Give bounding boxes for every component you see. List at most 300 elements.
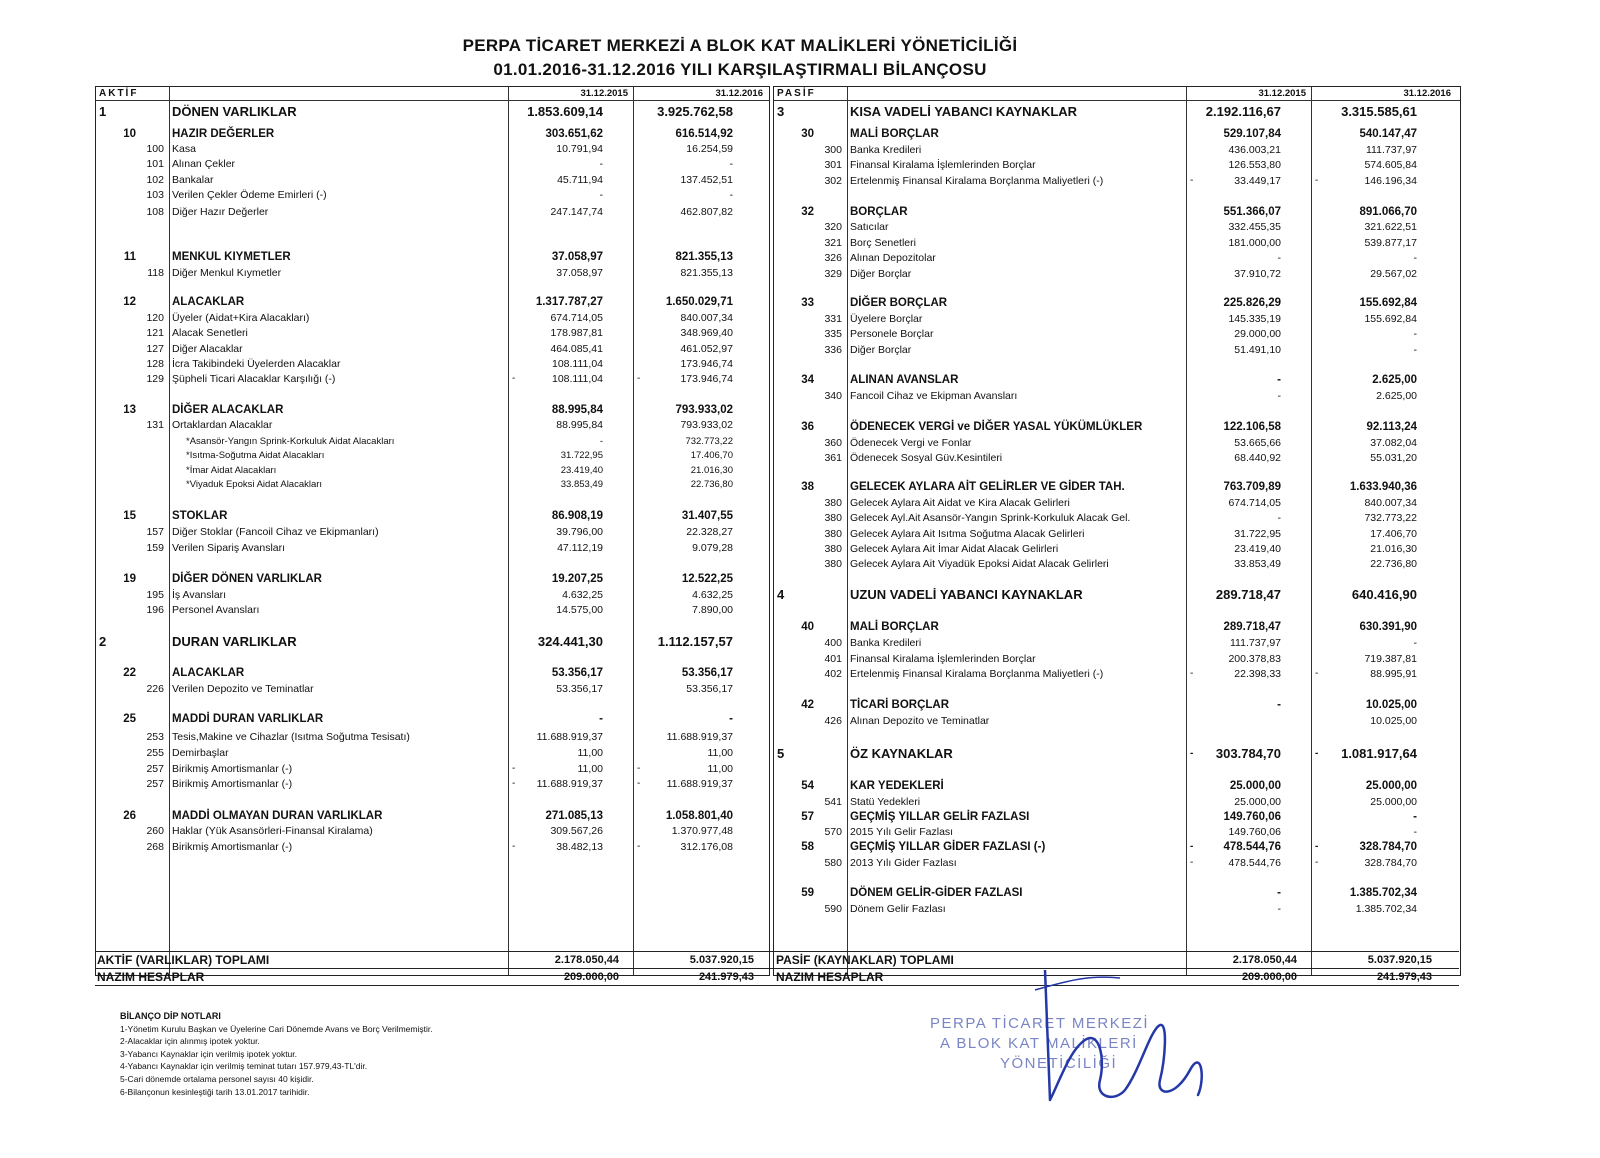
account-code: 131 (146, 419, 164, 431)
value-2016: 21.016,30 (1370, 543, 1417, 555)
account-name: ÖDENECEK VERGİ ve DİĞER YASAL YÜKÜMLÜKLER (850, 421, 1143, 433)
value-2016: 462.807,82 (680, 206, 733, 218)
account-code: 301 (824, 159, 842, 171)
value-2016: 137.452,51 (680, 174, 733, 186)
value-2016: 10.025,00 (1370, 715, 1417, 727)
account-code: 196 (146, 604, 164, 616)
account-code: 257 (146, 763, 164, 775)
account-code: 195 (146, 589, 164, 601)
footnote-item: 2-Alacaklar için alınmış ipotek yoktur. (120, 1036, 260, 1047)
account-code: 335 (824, 328, 842, 340)
value-2015: 1.853.609,14 (527, 104, 603, 119)
account-code: 380 (824, 512, 842, 524)
account-name: *Viyaduk Epoksi Aidat Alacakları (186, 479, 323, 490)
account-code: 4 (777, 587, 785, 602)
account-code: 30 (801, 128, 814, 140)
value-2016: - (1413, 344, 1417, 356)
account-name: Alacak Senetleri (172, 327, 248, 339)
value-2016: 53.356,17 (686, 683, 733, 695)
account-name: İcra Takibindeki Üyelerden Alacaklar (172, 358, 341, 370)
account-name: Üyelere Borçlar (850, 313, 923, 325)
account-name: Gelecek Aylara Ait Viyadük Epoksi Aidat Alacak Gelirleri (850, 558, 1109, 570)
account-name: Tesis,Makine ve Cihazlar (Isıtma Soğutma Tesisatı) (172, 731, 410, 743)
account-code: 128 (146, 358, 164, 370)
account-code: 340 (824, 390, 842, 402)
pasif-col-2016: 31.12.2016 (1403, 88, 1451, 99)
account-name: Diğer Hazır Değerler (172, 206, 269, 218)
value-2016: 1.633.940,36 (1349, 481, 1417, 493)
value-2016: 891.066,70 (1359, 206, 1417, 218)
account-name: Personel Avansları (172, 604, 260, 616)
account-code: 570 (824, 826, 842, 838)
account-name: Gelecek Ayl.Ait Asansör-Yangın Sprink-Korkuluk Alacak Gel. (850, 512, 1131, 524)
account-name: Fancoil Cihaz ve Ekipman Avansları (850, 390, 1018, 402)
account-code: 118 (147, 267, 164, 279)
value-2015: 200.378,83 (1228, 653, 1281, 665)
pasif-col-2015: 31.12.2015 (1258, 88, 1306, 99)
value-2015: 14.575,00 (556, 604, 603, 616)
account-code: 257 (146, 778, 164, 790)
value-2015: 149.760,06 (1228, 826, 1281, 838)
value-2015: 31.722,95 (1234, 528, 1281, 540)
account-code: 10 (123, 128, 136, 140)
account-name: Statü Yedekleri (850, 796, 921, 808)
account-name: Diğer Menkul Kıymetler (172, 267, 282, 279)
value-2016: 21.016,30 (690, 465, 733, 476)
account-name: MENKUL KIYMETLER (172, 251, 291, 263)
account-code: 401 (824, 653, 842, 665)
account-name: GELECEK AYLARA AİT GELİRLER VE GİDER TAH. (850, 481, 1125, 493)
value-2016: 37.082,04 (1370, 437, 1417, 449)
value-2015: 111.737,97 (1230, 637, 1281, 649)
account-name: STOKLAR (172, 510, 228, 522)
account-name: Birikmiş Amortismanlar (-) (172, 763, 293, 775)
negative-marker: - (1315, 857, 1319, 868)
negative-marker: - (1190, 175, 1194, 186)
account-name: DİĞER DÖNEN VARLIKLAR (172, 573, 322, 585)
value-2016: 793.933,02 (680, 419, 733, 431)
value-2016: - (729, 713, 733, 725)
value-2015: 763.709,89 (1223, 481, 1281, 493)
value-2016: 821.355,13 (680, 267, 733, 279)
value-2015: 225.826,29 (1223, 297, 1281, 309)
account-name: Birikmiş Amortismanlar (-) (172, 841, 293, 853)
value-2016: 328.784,70 (1359, 841, 1417, 853)
account-code: 32 (801, 206, 814, 218)
value-2016: 719.387,81 (1364, 653, 1417, 665)
value-2015: 33.853,49 (560, 479, 603, 490)
value-2015: 25.000,00 (1234, 796, 1281, 808)
negative-marker: - (637, 763, 641, 774)
footnote-item: 1-Yönetim Kurulu Başkan ve Üyelerine Cari Dönemde Avans ve Borç Verilmemiştir. (120, 1023, 433, 1034)
value-2015: 271.085,13 (545, 810, 603, 822)
account-code: 129 (146, 373, 164, 385)
value-2015: - (1277, 390, 1281, 402)
value-2016: 9.079,28 (692, 542, 733, 554)
account-name: Banka Kredileri (850, 144, 922, 156)
value-2015: 309.567,26 (550, 825, 603, 837)
negative-marker: - (1315, 841, 1319, 852)
value-2016: 732.773,22 (685, 436, 733, 447)
value-2016: - (1413, 252, 1417, 264)
account-name: UZUN VADELİ YABANCI KAYNAKLAR (850, 587, 1083, 602)
account-code: 3 (777, 104, 785, 119)
account-code: 255 (146, 747, 164, 759)
account-name: MALİ BORÇLAR (850, 128, 939, 140)
account-name: Finansal Kiralama İşlemlerinden Borçlar (850, 159, 1036, 171)
value-2015: 181.000,00 (1228, 237, 1281, 249)
value-2016: 630.391,90 (1359, 621, 1417, 633)
value-2016: 11.688.919,37 (666, 778, 733, 790)
value-2016: 2.625,00 (1376, 390, 1417, 402)
value-2016: 1.112.157,57 (657, 634, 733, 649)
value-2016: 7.890,00 (692, 604, 733, 616)
account-name: Ödenecek Vergi ve Fonlar (850, 437, 972, 449)
account-code: 302 (824, 175, 842, 187)
account-code: 59 (801, 887, 814, 899)
pasif-total-2016: 5.037.920,15 (1367, 954, 1432, 966)
value-2015: 38.482,13 (556, 841, 603, 853)
value-2015: 11,00 (577, 763, 603, 775)
value-2016: 10.025,00 (1365, 699, 1417, 711)
aktif-total-2016: 5.037.920,15 (689, 954, 754, 966)
document-subtitle: 01.01.2016-31.12.2016 YILI KARŞILAŞTIRMALI BİLANÇOSU (493, 60, 987, 79)
value-2016: 25.000,00 (1370, 796, 1417, 808)
footnote-item: 3-Yabancı Kaynaklar için verilmiş ipotek yoktur. (120, 1048, 298, 1059)
value-2016: - (729, 158, 733, 170)
aktif-header-label: AKTİF (99, 88, 139, 99)
aktif-nazim-2015: 209.000,00 (563, 971, 619, 983)
footnote-item: 4-Yabancı Kaynaklar için verilmiş teminat tutarı 157.979,43-TL'dir. (120, 1061, 368, 1072)
account-code: 580 (824, 857, 842, 869)
account-name: Ertelenmiş Finansal Kiralama Borçlanma Maliyetleri (-) (850, 668, 1104, 680)
account-name: Kasa (172, 143, 196, 155)
value-2015: 1.317.787,27 (535, 296, 603, 308)
account-name: DURAN VARLIKLAR (172, 634, 297, 649)
value-2016: 155.692,84 (1359, 297, 1417, 309)
value-2016: 3.315.585,61 (1341, 104, 1417, 119)
account-name: Diğer Borçlar (850, 344, 912, 356)
account-code: 5 (777, 746, 785, 761)
value-2015: 332.455,35 (1228, 221, 1281, 233)
value-2016: 616.514,92 (675, 128, 733, 140)
account-name: Gelecek Aylara Ait İmar Aidat Alacak Gelirleri (850, 543, 1059, 555)
account-name: Alınan Depozitolar (850, 252, 936, 264)
account-name: HAZIR DEĞERLER (172, 128, 275, 140)
value-2015: 39.796,00 (556, 526, 603, 538)
value-2015: 178.987,81 (550, 327, 603, 339)
value-2016: 3.925.762,58 (657, 104, 733, 119)
account-name: Dönem Gelir Fazlası (850, 903, 946, 915)
account-name: Ertelenmiş Finansal Kiralama Borçlanma Maliyetleri (-) (850, 175, 1104, 187)
value-2015: 47.112,19 (557, 542, 603, 554)
value-2015: 4.632,25 (562, 589, 603, 601)
account-code: 321 (824, 237, 842, 249)
value-2015: - (599, 158, 603, 170)
pasif-nazim-2015: 209.000,00 (1241, 971, 1297, 983)
value-2015: 126.553,80 (1228, 159, 1281, 171)
value-2015: 478.544,76 (1223, 841, 1281, 853)
value-2015: 53.665,66 (1234, 437, 1281, 449)
negative-marker: - (512, 778, 516, 789)
account-name: Alınan Depozito ve Teminatlar (850, 715, 990, 727)
account-name: Demirbaşlar (172, 747, 229, 759)
account-name: ALACAKLAR (172, 667, 245, 679)
value-2016: 22.328,27 (686, 526, 733, 538)
value-2015: 10.791,94 (556, 143, 603, 155)
account-code: 400 (824, 637, 842, 649)
negative-marker: - (637, 373, 641, 384)
value-2015: - (599, 713, 603, 725)
account-code: 58 (801, 841, 814, 853)
negative-marker: - (637, 778, 641, 789)
value-2015: 88.995,84 (556, 419, 603, 431)
value-2016: 2.625,00 (1372, 374, 1417, 386)
account-code: 38 (801, 481, 814, 493)
value-2015: 88.995,84 (551, 404, 603, 416)
value-2016: 22.736,80 (690, 479, 733, 490)
pasif-total-label: PASİF (KAYNAKLAR) TOPLAMI (776, 953, 954, 967)
account-code: 22 (123, 667, 136, 679)
value-2016: 16.254,59 (686, 143, 733, 155)
account-code: 127 (146, 343, 164, 355)
value-2016: 17.406,70 (690, 450, 733, 461)
value-2016: 11.688.919,37 (666, 731, 733, 743)
account-name: Alınan Çekler (172, 158, 236, 170)
account-code: 329 (824, 268, 842, 280)
value-2015: 551.366,07 (1223, 206, 1281, 218)
account-code: 36 (801, 421, 814, 433)
value-2016: 1.081.917,64 (1341, 746, 1417, 761)
value-2015: 247.147,74 (550, 206, 603, 218)
value-2015: 11.688.919,37 (536, 731, 603, 743)
account-name: *Asansör-Yangın Sprink-Korkuluk Aidat Alacakları (186, 436, 395, 447)
pasif-total-2015: 2.178.050,44 (1232, 954, 1297, 966)
account-name: MADDİ DURAN VARLIKLAR (172, 713, 324, 725)
value-2016: 574.605,84 (1364, 159, 1417, 171)
aktif-total-2015: 2.178.050,44 (554, 954, 619, 966)
account-name: ÖZ KAYNAKLAR (850, 746, 953, 761)
account-name: DİĞER ALACAKLAR (172, 404, 284, 416)
account-name: DİĞER BORÇLAR (850, 297, 948, 309)
value-2016: - (1413, 637, 1417, 649)
value-2015: 303.651,62 (545, 128, 603, 140)
account-name: Borç Senetleri (850, 237, 916, 249)
aktif-col-2015: 31.12.2015 (580, 88, 628, 99)
value-2015: 11,00 (577, 747, 603, 759)
account-code: 120 (146, 312, 164, 324)
account-code: 157 (146, 526, 164, 538)
value-2015: 31.722,95 (560, 450, 603, 461)
value-2015: 53.356,17 (556, 683, 603, 695)
account-name: Bankalar (172, 174, 214, 186)
account-code: 57 (801, 811, 814, 823)
account-name: Diğer Borçlar (850, 268, 912, 280)
value-2015: 11.688.919,37 (536, 778, 603, 790)
account-code: 268 (146, 841, 164, 853)
negative-marker: - (512, 841, 516, 852)
account-name: Gelecek Aylara Ait Isıtma Soğutma Alacak Gelirleri (850, 528, 1085, 540)
negative-marker: - (1190, 857, 1194, 868)
account-code: 26 (123, 810, 136, 822)
value-2015: 464.085,41 (550, 343, 603, 355)
value-2016: 821.355,13 (675, 251, 733, 263)
value-2016: 539.877,17 (1364, 237, 1417, 249)
value-2016: 173.946,74 (680, 373, 733, 385)
account-name: BORÇLAR (850, 206, 908, 218)
account-name: *Isıtma-Soğutma Aidat Alacakları (186, 450, 325, 461)
value-2016: 312.176,08 (680, 841, 733, 853)
footnotes-title: BİLANÇO DİP NOTLARI (120, 1011, 221, 1021)
value-2016: - (1413, 811, 1417, 823)
account-name: Diğer Alacaklar (172, 343, 243, 355)
account-name: Üyeler (Aidat+Kira Alacakları) (172, 312, 310, 324)
account-code: 253 (146, 731, 164, 743)
value-2016: 92.113,24 (1366, 421, 1417, 433)
account-name: Diğer Stoklar (Fancoil Cihaz ve Ekipmanları) (172, 526, 379, 538)
account-code: 361 (824, 452, 842, 464)
value-2015: 33.449,17 (1234, 175, 1281, 187)
account-code: 2 (99, 634, 107, 649)
value-2016: 11,00 (707, 747, 733, 759)
account-code: 15 (123, 510, 136, 522)
account-name: 2013 Yılı Gider Fazlası (850, 857, 957, 869)
account-code: 159 (146, 542, 164, 554)
value-2015: 149.760,06 (1223, 811, 1281, 823)
value-2015: 23.419,40 (1234, 543, 1281, 555)
value-2016: 146.196,34 (1364, 175, 1417, 187)
value-2016: 25.000,00 (1365, 780, 1417, 792)
account-name: Haklar (Yük Asansörleri-Finansal Kiralama) (172, 825, 373, 837)
value-2015: 25.000,00 (1229, 780, 1281, 792)
value-2016: 155.692,84 (1364, 313, 1417, 325)
account-code: 1 (99, 104, 107, 119)
account-code: 336 (824, 344, 842, 356)
account-code: 34 (801, 374, 814, 386)
value-2015: 37.910,72 (1234, 268, 1281, 280)
account-code: 402 (824, 668, 842, 680)
account-code: 380 (824, 543, 842, 555)
aktif-nazim-label: NAZIM HESAPLAR (97, 970, 205, 984)
account-name: Verilen Çekler Ödeme Emirleri (-) (172, 189, 327, 201)
value-2016: 640.416,90 (1351, 587, 1417, 602)
account-code: 360 (824, 437, 842, 449)
account-name: DÖNEN VARLIKLAR (172, 104, 297, 119)
value-2016: 840.007,34 (1364, 497, 1417, 509)
account-code: 108 (146, 206, 164, 218)
value-2015: 674.714,05 (1228, 497, 1281, 509)
account-name: Ödenecek Sosyal Güv.Kesintileri (850, 452, 1003, 464)
value-2016: 461.052,97 (680, 343, 733, 355)
aktif-nazim-2016: 241.979,43 (698, 971, 754, 983)
value-2016: 31.407,55 (681, 510, 733, 522)
balance-footnotes (120, 1010, 433, 1098)
value-2016: 840.007,34 (680, 312, 733, 324)
value-2016: 17.406,70 (1370, 528, 1417, 540)
account-name: *İmar Aidat Alacakları (186, 465, 277, 476)
value-2015: 68.440,92 (1234, 452, 1281, 464)
value-2015: 478.544,76 (1228, 857, 1281, 869)
value-2015: - (1277, 887, 1281, 899)
pasif-header-label: PASİF (777, 88, 816, 99)
account-code: 19 (123, 573, 136, 585)
account-name: GEÇMİŞ YILLAR GELİR FAZLASI (850, 811, 1030, 823)
account-name: Verilen Depozito ve Teminatlar (172, 683, 314, 695)
aktif-panel (95, 86, 770, 976)
value-2016: 1.385.702,34 (1355, 903, 1417, 915)
account-code: 13 (123, 404, 136, 416)
value-2015: 53.356,17 (551, 667, 603, 679)
value-2016: 173.946,74 (680, 358, 733, 370)
value-2016: 540.147,47 (1359, 128, 1417, 140)
value-2015: - (1277, 699, 1281, 711)
value-2016: 348.969,40 (680, 327, 733, 339)
value-2016: 1.385.702,34 (1349, 887, 1417, 899)
value-2015: - (1277, 903, 1281, 915)
account-name: DÖNEM GELİR-GİDER FAZLASI (850, 887, 1023, 899)
account-code: 260 (146, 825, 164, 837)
negative-marker: - (1190, 748, 1194, 759)
account-name: ALACAKLAR (172, 296, 245, 308)
negative-marker: - (1190, 668, 1194, 679)
account-name: TİCARİ BORÇLAR (850, 699, 950, 711)
value-2016: 11,00 (707, 763, 733, 775)
value-2015: - (1277, 512, 1281, 524)
negative-marker: - (637, 841, 641, 852)
value-2016: 55.031,20 (1370, 452, 1417, 464)
account-name: GEÇMİŞ YILLAR GİDER FAZLASI (-) (850, 841, 1046, 853)
value-2016: - (729, 189, 733, 201)
account-name: Birikmiş Amortismanlar (-) (172, 778, 293, 790)
value-2016: - (1413, 826, 1417, 838)
value-2015: 108.111,04 (552, 373, 603, 385)
value-2015: 324.441,30 (537, 634, 603, 649)
value-2015: 289.718,47 (1223, 621, 1281, 633)
value-2016: 1.370.977,48 (671, 825, 733, 837)
account-code: 380 (824, 528, 842, 540)
account-code: 40 (801, 621, 814, 633)
stamp-line-3: YÖNETİCİLİĞİ (1000, 1055, 1118, 1072)
account-code: 426 (824, 715, 842, 727)
footnote-item: 5-Cari dönemde ortalama personel sayısı 40 kişidir. (120, 1073, 314, 1084)
account-name: Ortaklardan Alacaklar (172, 419, 273, 431)
value-2016: 793.933,02 (675, 404, 733, 416)
value-2015: 145.335,19 (1228, 313, 1281, 325)
account-name: KISA VADELİ YABANCI KAYNAKLAR (850, 104, 1078, 119)
account-code: 33 (801, 297, 814, 309)
account-name: Verilen Sipariş Avansları (172, 542, 286, 554)
value-2016: 4.632,25 (692, 589, 733, 601)
value-2015: 436.003,21 (1228, 144, 1281, 156)
account-code: 320 (824, 221, 842, 233)
account-code: 42 (801, 699, 814, 711)
account-code: 300 (824, 144, 842, 156)
value-2015: 86.908,19 (551, 510, 603, 522)
account-code: 226 (146, 683, 164, 695)
value-2016: - (1413, 328, 1417, 340)
account-name: Finansal Kiralama İşlemlerinden Borçlar (850, 653, 1036, 665)
value-2016: 29.567,02 (1370, 268, 1417, 280)
account-name: Gelecek Aylara Ait Aidat ve Kira Alacak Gelirleri (850, 497, 1070, 509)
signature (1030, 970, 1220, 1120)
document-title: PERPA TİCARET MERKEZİ A BLOK KAT MALİKLERİ YÖNETİCİLİĞİ (462, 36, 1018, 55)
account-code: 54 (801, 780, 814, 792)
value-2015: 529.107,84 (1223, 128, 1281, 140)
pasif-nazim-label: NAZIM HESAPLAR (776, 970, 884, 984)
value-2015: 37.058,97 (556, 267, 603, 279)
account-name: 2015 Yılı Gelir Fazlası (850, 826, 954, 838)
negative-marker: - (1315, 175, 1319, 186)
